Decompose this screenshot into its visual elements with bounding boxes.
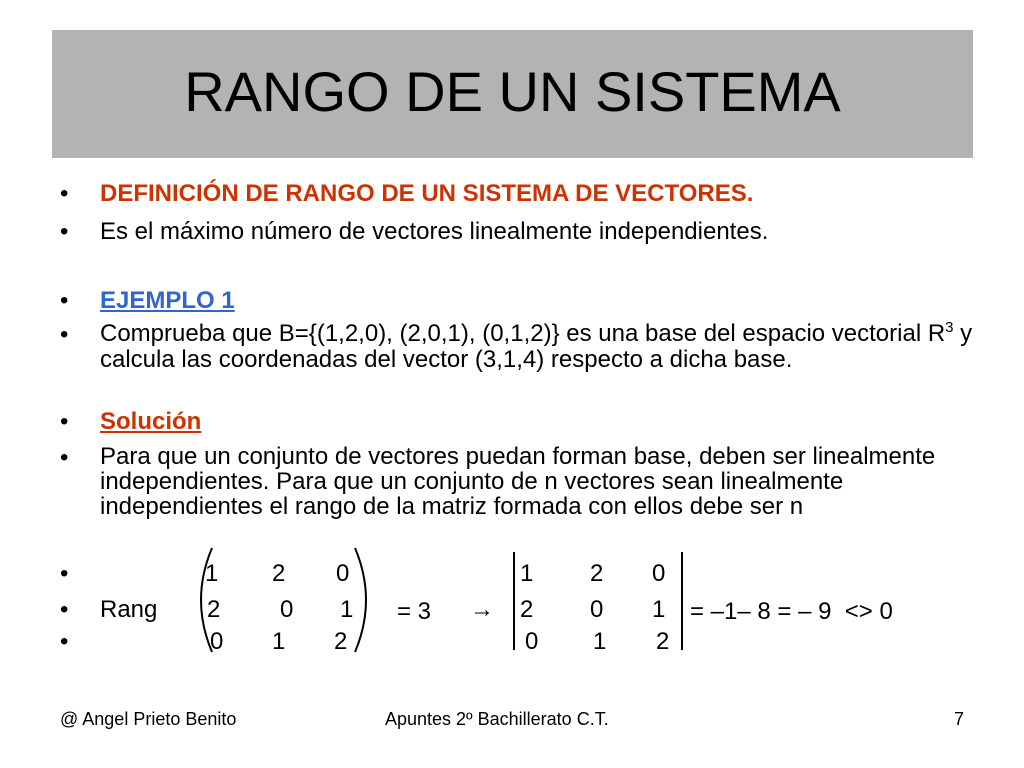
det-cell: 1 bbox=[652, 596, 666, 623]
bullet: • bbox=[60, 321, 69, 348]
example-heading: EJEMPLO 1 bbox=[100, 287, 235, 314]
arrow-icon: → bbox=[470, 596, 494, 623]
matrix-cell: 0 bbox=[336, 560, 350, 587]
det-cell: 0 bbox=[590, 596, 604, 623]
bullet: • bbox=[60, 408, 69, 435]
matrix-cell: 0 bbox=[280, 596, 294, 623]
det-cell: 2 bbox=[520, 596, 534, 623]
rang-label: Rang bbox=[100, 596, 158, 623]
page-number: 7 bbox=[954, 709, 965, 729]
matrix-cell: 2 bbox=[207, 596, 221, 623]
solution-text: Para que un conjunto de vectores puedan forman base, deben ser linealmente independientes. Para que un conjunto de n vectores sean linealmente independientes el rango de la matriz formada con ellos debe ser n bbox=[100, 443, 936, 520]
footer-course: Apuntes 2º Bachillerato C.T. bbox=[385, 709, 609, 729]
matrix-right-paren bbox=[355, 548, 366, 652]
example-superscript: 3 bbox=[945, 319, 954, 336]
bullet: • bbox=[60, 596, 69, 623]
det-cell: 2 bbox=[590, 560, 604, 587]
bullet: • bbox=[60, 180, 69, 207]
matrix-cell: 2 bbox=[334, 628, 348, 655]
footer-author: @ Angel Prieto Benito bbox=[60, 709, 237, 729]
matrix-cell: 2 bbox=[272, 560, 286, 587]
example-text-b: y calcula las coordenadas del vector (3,1,4) respecto a dicha base. bbox=[100, 320, 973, 373]
definition-heading: DEFINICIÓN DE RANGO DE UN SISTEMA DE VECTORES. bbox=[100, 180, 754, 207]
matrix-cell: 1 bbox=[340, 596, 354, 623]
example-text-a: Comprueba que B={(1,2,0), (2,0,1), (0,1,2)} es una base del espacio vectorial R bbox=[100, 320, 946, 347]
det-cell: 0 bbox=[525, 628, 539, 655]
bullet: • bbox=[60, 218, 69, 245]
definition-text: Es el máximo número de vectores linealmente independientes. bbox=[100, 218, 769, 245]
det-cell: 1 bbox=[520, 560, 534, 587]
bullet: • bbox=[60, 628, 69, 655]
matrix-cell: 1 bbox=[272, 628, 286, 655]
bullet: • bbox=[60, 444, 69, 471]
det-cell: 1 bbox=[593, 628, 607, 655]
slide-title: RANGO DE UN SISTEMA bbox=[184, 60, 841, 123]
det-cell: 2 bbox=[656, 628, 670, 655]
matrix-cell: 0 bbox=[210, 628, 224, 655]
det-result: = –1– 8 = – 9 <> 0 bbox=[690, 598, 893, 625]
solution-heading: Solución bbox=[100, 408, 202, 435]
rank-result: = 3 bbox=[397, 598, 432, 625]
matrix-cell: 1 bbox=[205, 560, 219, 587]
bullet: • bbox=[60, 560, 69, 587]
bullet: • bbox=[60, 287, 69, 314]
det-cell: 0 bbox=[652, 560, 666, 587]
